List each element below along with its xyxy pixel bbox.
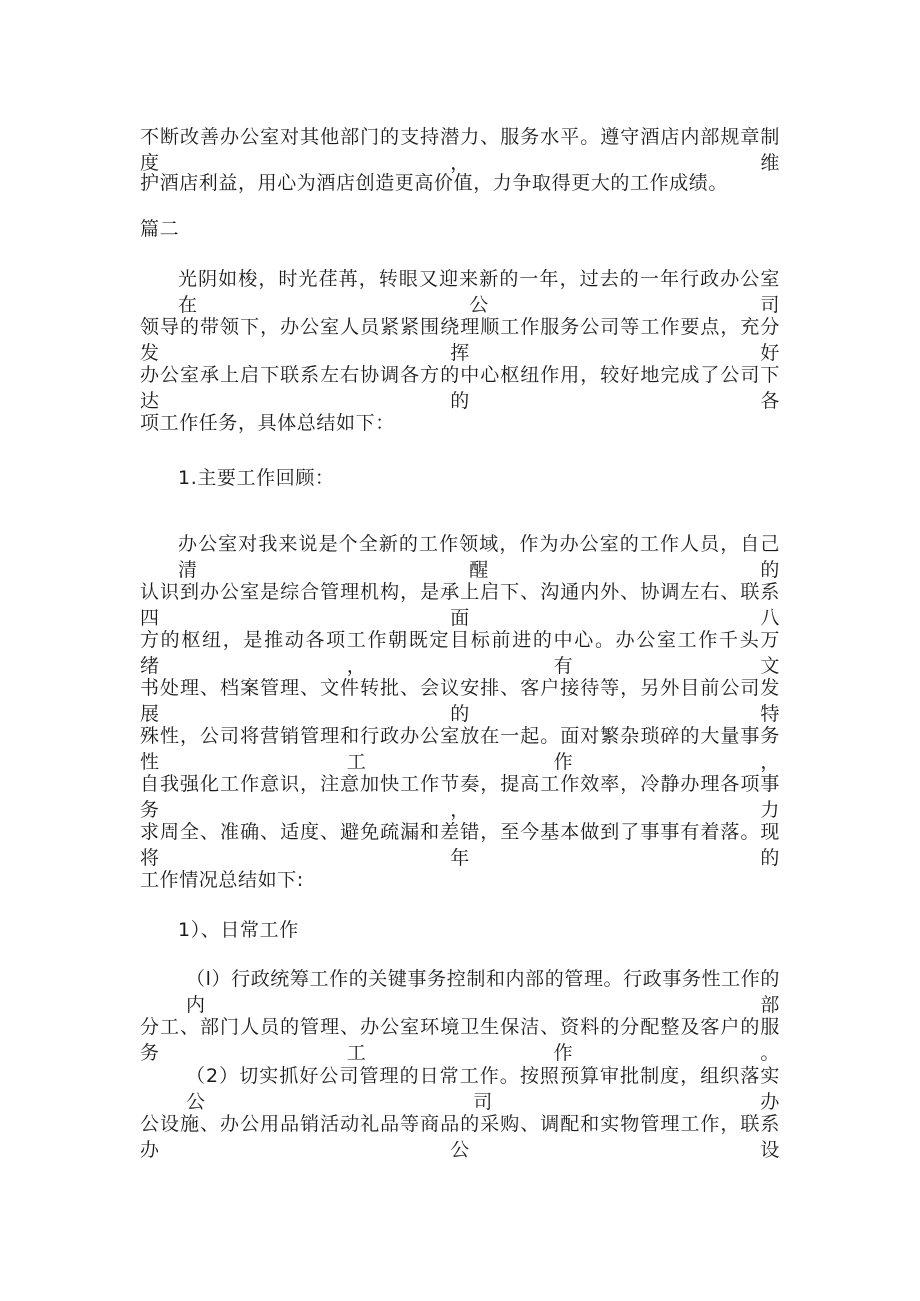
paragraph-line: 方的枢纽，是推动各项工作朝既定目标前进的中心。办公室工作千头万绪，有文 xyxy=(140,629,780,677)
section-heading: 篇二 xyxy=(140,218,180,240)
subsection-heading: 1.主要工作回顾： xyxy=(178,467,335,489)
paragraph-line: 书处理、档案管理、文件转批、会议安排、客户接待等，另外目前公司发展的特 xyxy=(140,677,780,725)
paragraph-line: （l）行政统筹工作的关键事务控制和内部的管理。行政事务性工作的内部 xyxy=(186,968,780,1016)
paragraph-line: 不断改善办公室对其他部门的支持潜力、服务水平。遵守酒店内部规章制度，维 xyxy=(140,126,780,174)
paragraph-line: 护酒店利益，用心为酒店创造更高价值，力争取得更大的工作成绩。 xyxy=(140,172,729,194)
paragraph-line: 公设施、办公用品销活动礼品等商品的采购、调配和实物管理工作，联系办公设 xyxy=(140,1113,780,1161)
paragraph-line: 自我强化工作意识，注意加快工作节奏，提高工作效率，冷静办理各项事务，力 xyxy=(140,773,780,821)
paragraph-line: 工作情况总结如下: xyxy=(140,869,304,891)
paragraph-line: 求周全、准确、适度、避免疏漏和差错，至今基本做到了事事有着落。现将年的 xyxy=(140,821,780,869)
subsection-heading: 1）、日常工作 xyxy=(178,919,299,941)
paragraph-line: 办公室对我来说是个全新的工作领域，作为办公室的工作人员，自己清醒的 xyxy=(178,533,780,581)
paragraph-line: 分工、部门人员的管理、办公室环境卫生保洁、资料的分配整及客户的服务工作。 xyxy=(140,1016,780,1064)
paragraph-line: （2）切实抓好公司管理的日常工作。按照预算审批制度，组织落实公司办 xyxy=(186,1065,780,1113)
paragraph-line: 光阴如梭，时光荏苒，转眼又迎来新的一年，过去的一年行政办公室在公司 xyxy=(178,268,780,316)
paragraph-line: 领导的带领下，办公室人员紧紧围绕理顺工作服务公司等工作要点，充分发挥好 xyxy=(140,316,780,364)
paragraph-line: 办公室承上启下联系左右协调各方的中心枢纽作用，较好地完成了公司下达的各 xyxy=(140,364,780,412)
paragraph-line: 殊性，公司将营销管理和行政办公室放在一起。面对繁杂琐碎的大量事务性工作， xyxy=(140,725,780,773)
paragraph-line: 项工作任务，具体总结如下： xyxy=(140,412,395,434)
paragraph-line: 认识到办公室是综合管理机构，是承上启下、沟通内外、协调左右、联系四面八 xyxy=(140,581,780,629)
